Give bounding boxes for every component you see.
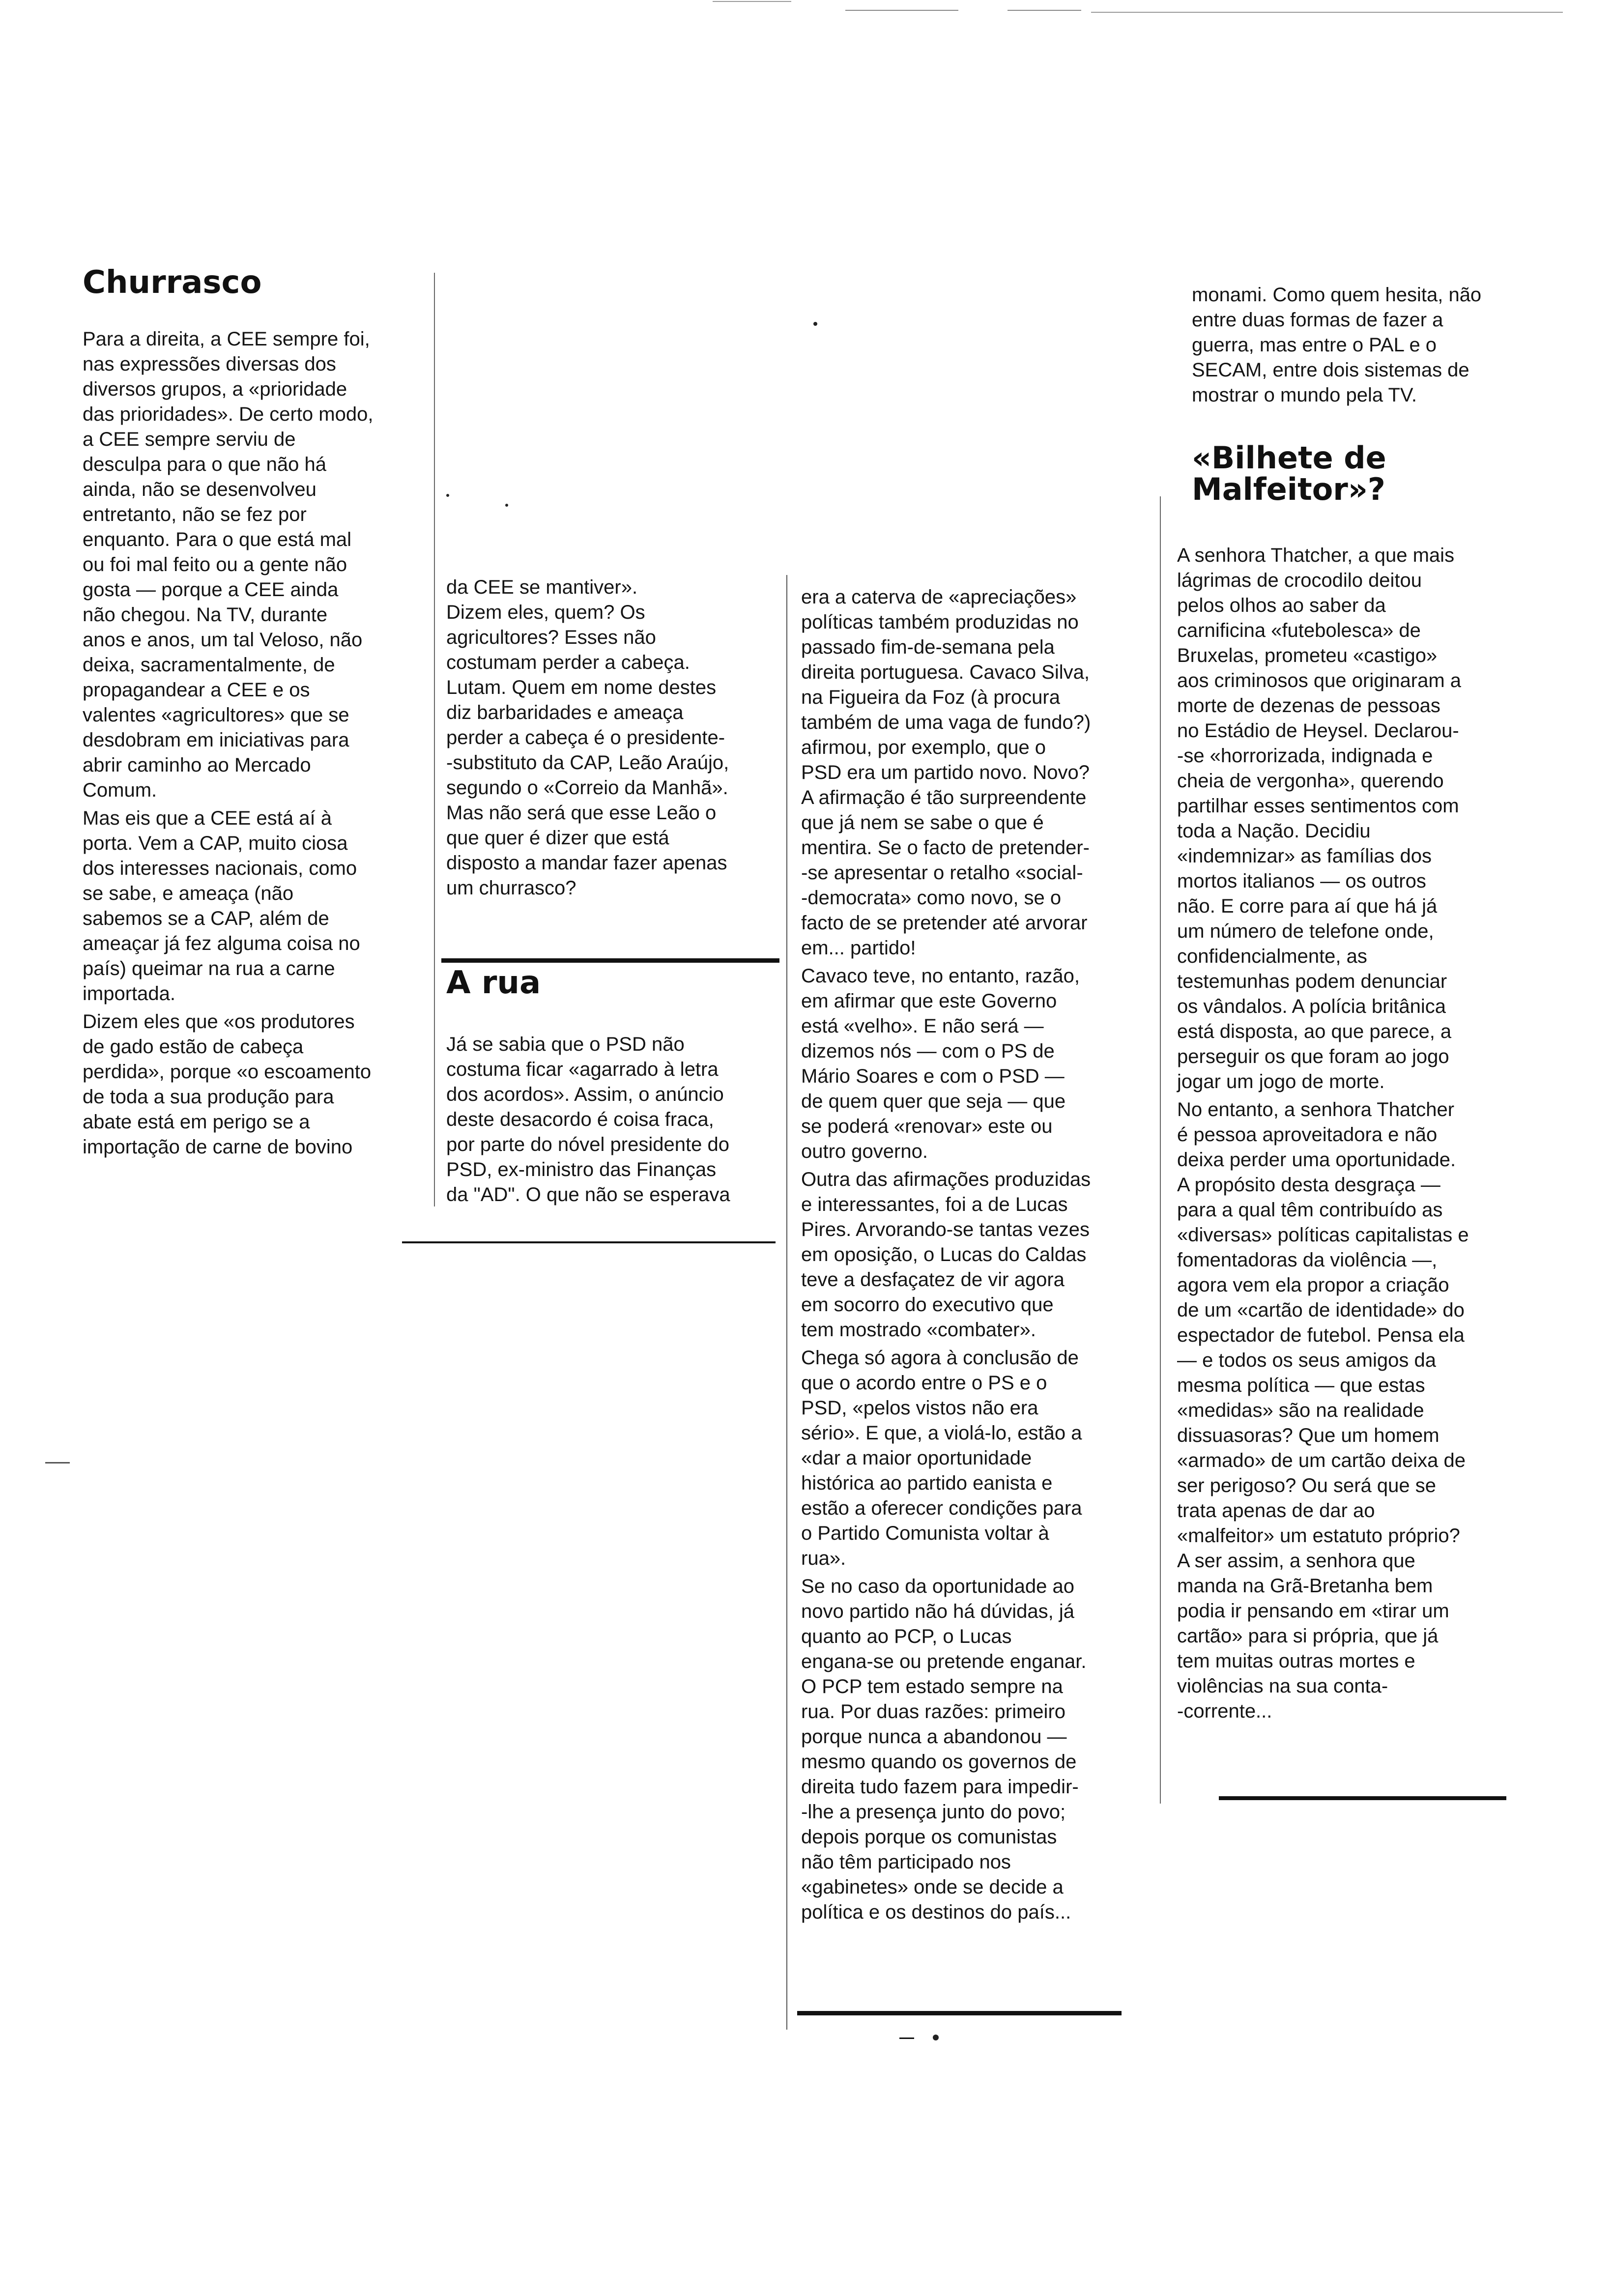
column-divider-2 [786, 575, 787, 2030]
churrasco-paragraph-2: Mas eis que a CEE está aí à porta. Vem a CAP, muito ciosa dos interesses nacionais, como se sabe, e ameaça (não sabemos se a CAP, além de ameaçar já fez alguma coisa no país) queimar na rua a carne importada. [83, 807, 360, 1004]
column-2 [446, 575, 771, 904]
column-2-bottom-rule [402, 1241, 776, 1243]
column-4-bottom-rule [1219, 1796, 1506, 1800]
column-4-body [1177, 543, 1551, 1727]
churrasco-paragraph-3: Dizem eles que «os produtores de gado estão de cabeça perdida», porque «o escoamento de toda a sua produção para abate está em perigo se a importação de carne de bovino [83, 1011, 372, 1158]
scan-speck-3 [505, 504, 508, 507]
top-edge-mark-1 [713, 1, 791, 2]
heading-a-rua: A rua [446, 965, 541, 1001]
column-bilhete [1192, 442, 1546, 530]
bilhete-paragraph-2: No entanto, a senhora Thatcher é pessoa aproveitadora e não deixa perder uma oportunidade. A propósito desta desgraça — para a qual têm contribuído as «diversas» políticas capitalistas e fomentadoras da violência —, agora vem ela propor a criação de um «cartão de identidade» do espectador de futebol. Pensa ela — e todos os seus amigos da mesma política — que estas «medidas» são na realidade dissuasoras? Que um homem «armado» de um cartão deixa de ser perigoso? Ou será que se trata apenas de dar ao «malfeitor» um estatuto próprio? A ser assim, a senhora que manda na Grã-Bretanha bem podia ir pensando em «tirar um cartão» para si própria, que já tem muitas outras mortes e violências na sua conta- -corrente... [1177, 1099, 1469, 1722]
left-margin-curve [45, 1462, 70, 1464]
churrasco-paragraph-1: Para a direita, a CEE sempre foi, nas expressões diversas dos diversos grupos, a «prioridade das prioridades». De certo modo, a CEE sempre serviu de desculpa para o que não há ainda, não se desenvolveu entretanto, não se fez por enquanto. Para o que está mal ou foi mal feito ou a gente não gosta — porque a CEE ainda não chegou. Na TV, durante anos e anos, um tal Veloso, não deixa, sacramentalmente, de propagandear a CEE e os valentes «agricultores» que se desdobram em iniciativas para abrir caminho ao Mercado Comum. [83, 328, 374, 801]
scan-speck-2 [446, 494, 449, 497]
a-rua-paragraph-6: Se no caso da oportunidade ao novo partido não há dúvidas, já quanto ao PCP, o Lucas engana-se ou pretende enganar. O PCP tem estado sempre na rua. Por duas razões: primeiro porque nunca a abandonou — mesmo quando os governos de direita tudo fazem para impedir- -lhe a presença junto do povo; depois porque os comunistas não têm participado nos «gabinetes» onde se decide a política e os destinos do país... [801, 1576, 1087, 1923]
column-a-rua [446, 963, 771, 1210]
monami-paragraph: monami. Como quem hesita, não entre duas formas de fazer a guerra, mas entre o PAL e o SECAM, entre dois sistemas de mostrar o mundo pela TV. [1192, 284, 1482, 406]
a-rua-paragraph-2: era a caterva de «apreciações» políticas também produzidas no passado fim-de-semana pela direita portuguesa. Cavaco Silva, na Figueira da Foz (à procura também de uma vaga de fundo?) afirmou, por exemplo, que o PSD era um partido novo. Novo? A afirmação é tão surpreendente que já nem se sabe o que é mentira. Se o facto de pretender- -se apresentar o retalho «social- -democrata» como novo, se o facto de se pretender até arvorar em... partido! [801, 586, 1091, 959]
top-edge-mark-4 [1091, 12, 1563, 13]
a-rua-paragraph-5: Chega só agora à conclusão de que o acordo entre o PS e o PSD, «pelos vistos não era sério». E que, a violá-lo, estão a «dar a maior oportunidade histórica ao partido eanista e estão a oferecer condições para o Partido Comunista voltar à rua». [801, 1347, 1082, 1569]
churrasco-paragraph-4: da CEE se mantiver». Dizem eles, quem? Os agricultores? Esses não costumam perder a cabeça. Lutam. Quem em nome destes diz barbaridades e ameaça perder a cabeça é o presidente- -substituto da CAP, Leão Araújo, segundo o «Correio da Manhã». Mas não será que esse Leão o que quer é dizer que está disposto a mandar fazer apenas um churrasco? [446, 576, 729, 899]
scan-speck-4 [933, 2035, 939, 2040]
column-churrasco [83, 263, 417, 1163]
a-rua-paragraph-1: Já se sabia que o PSD não costuma ficar «agarrado à letra dos acordos». Assim, o anúncio deste desacordo é coisa fraca, por parte do nóvel presidente do PSD, ex-ministro das Finanças da "AD". O que não se esperava [446, 1033, 730, 1205]
column-3-bottom-rule [797, 2011, 1122, 2015]
scan-dash-1 [899, 2038, 914, 2039]
a-rua-top-rule [441, 958, 779, 963]
top-edge-mark-3 [1008, 10, 1081, 11]
heading-bilhete-line1: «Bilhete de [1192, 440, 1386, 476]
column-divider-3 [1160, 496, 1161, 1804]
top-edge-mark-2 [845, 10, 958, 11]
column-4-top [1192, 283, 1536, 411]
column-3 [801, 585, 1145, 1928]
a-rua-paragraph-4: Outra das afirmações produzidas e interessantes, foi a de Lucas Pires. Arvorando-se tantas vezes em oposição, o Lucas do Caldas teve a desfaçatez de vir agora em socorro do executivo que tem mostrado «combater». [801, 1169, 1091, 1341]
heading-bilhete-line2: Malfeitor»? [1192, 471, 1385, 507]
column-divider-1 [434, 273, 435, 1206]
a-rua-paragraph-3: Cavaco teve, no entanto, razão, em afirmar que este Governo está «velho». E não será — dizemos nós — com o PS de Mário Soares e com o PSD — de quem quer que seja — que se poderá «renovar» este ou outro governo. [801, 965, 1080, 1162]
bilhete-paragraph-1: A senhora Thatcher, a que mais lágrimas de crocodilo deitou pelos olhos ao saber da carnificina «futebolesca» de Bruxelas, prometeu «castigo» aos criminosos que originaram a morte de dezenas de pessoas no Estádio de Heysel. Declarou- -se «horrorizada, indignada e cheia de vergonha», querendo partilhar esses sentimentos com toda a Nação. Decidiu «indemnizar» as famílias dos mortos italianos — os outros não. E corre para aí que há já um número de telefone onde, confidencialmente, as testemunhas podem denunciar os vândalos. A polícia britânica está disposta, ao que parece, a perseguir os que foram ao jogo jogar um jogo de morte. [1177, 545, 1462, 1092]
scan-speck-1 [813, 322, 817, 326]
heading-churrasco: Churrasco [83, 264, 262, 301]
